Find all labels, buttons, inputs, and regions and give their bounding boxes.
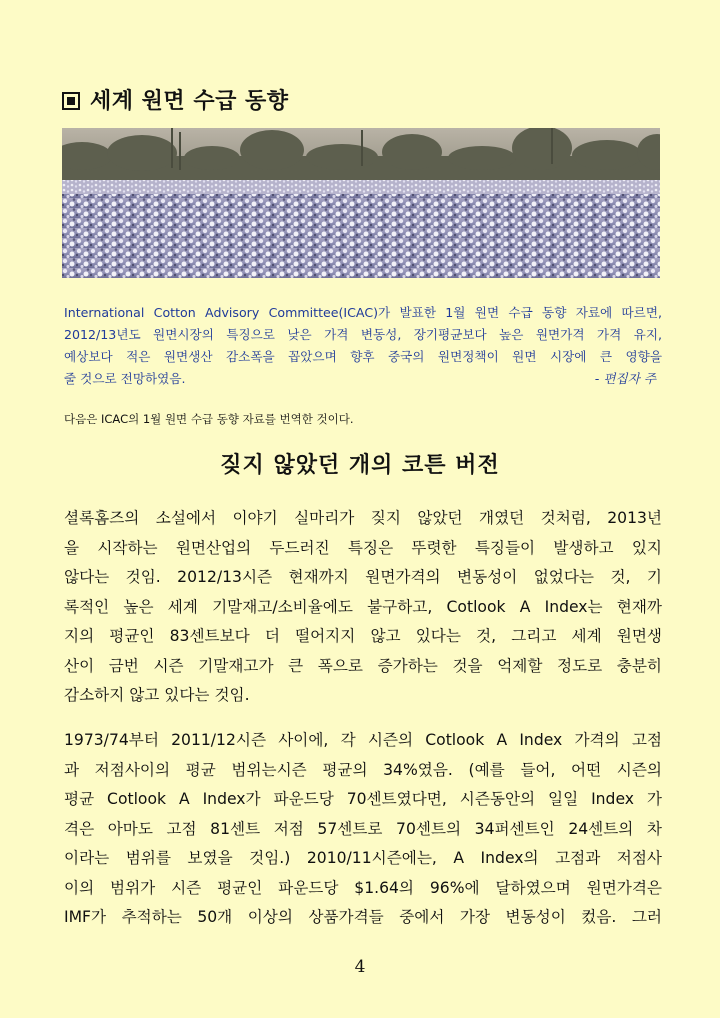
- article-title: 짖지 않았던 개의 코튼 버전: [220, 453, 500, 478]
- paragraph-line: 록적인 높은 세계 기말재고/소비율에도 불구하고, Cotlook A Index는 현재까: [64, 597, 662, 616]
- paragraph-line: 지의 평균인 83센트보다 더 떨어지지 않고 있다는 것, 그리고 세계 원면생: [64, 627, 662, 645]
- paragraph-line: 을 시작하는 원면산업의 두드러진 특징은 뚜렷한 특징들이 발생하고 있지: [64, 538, 662, 557]
- section-title-text: 세계 원면 수급 동향: [90, 89, 289, 114]
- paragraph-line: 격은 아마도 고점 81센트 저점 57센트로 70센트의 34퍼센트인 24센트의 차: [64, 819, 662, 838]
- paragraph-line: 셜록홈즈의 소설에서 이야기 실마리가 짖지 않았던 개였던 것처럼, 2013년: [64, 509, 662, 527]
- editor-intro: [64, 302, 662, 390]
- intro-line: International Cotton Advisory Committee(ICAC)가 발표한 1월 원면 수급 동향 자료에 따르면,: [64, 305, 662, 320]
- square-bullet-icon: [62, 92, 80, 110]
- paragraph-line: 과 저점사이의 평균 범위는시즌 평균의 34%였음. (예를 들어, 어떤 시즌의: [64, 760, 662, 779]
- paragraph-line: IMF가 추적하는 50개 이상의 상품가격들 중에서 가장 변동성이 컸음. 그러: [64, 908, 662, 926]
- translation-note: 다음은 ICAC의 1월 원면 수급 동향 자료를 번역한 것이다.: [64, 412, 354, 426]
- body-paragraph-2: [64, 726, 662, 933]
- body-paragraph-1: [64, 504, 662, 711]
- paragraph-line: 1973/74부터 2011/12시즌 사이에, 각 시즌의 Cotlook A Index 가격의 고점: [64, 731, 662, 749]
- paragraph-line: 감소하지 않고 있다는 것임.: [64, 686, 250, 704]
- cotton-field-photo: [62, 128, 660, 278]
- intro-line: 줄 것으로 전망하였음.: [64, 371, 186, 386]
- page-number: 4: [354, 957, 366, 977]
- paragraph-line: 이라는 범위를 보였을 것임.) 2010/11시즌에는, A Index의 고점과 저점사: [64, 849, 662, 867]
- paragraph-line: 평균 Cotlook A Index가 파운드당 70센트였다면, 시즌동안의 일일 Index 가: [64, 790, 662, 808]
- editor-note: - 편집자 주: [594, 371, 656, 386]
- intro-line: 예상보다 적은 원면생산 감소폭을 꼽았으며 향후 중국의 원면정책이 원면 시장에 큰 영향을: [64, 349, 662, 364]
- intro-line: 2012/13년도 원면시장의 특징으로 낮은 가격 변동성, 장기평균보다 높은 원면가격 가격 유지,: [64, 327, 662, 342]
- section-title: [62, 84, 289, 115]
- intro-last-line: [64, 368, 662, 390]
- paragraph-line: 않다는 것임. 2012/13시즌 현재까지 원면가격의 변동성이 없었다는 것, 기: [64, 568, 662, 586]
- paragraph-line: 이의 범위가 시즌 평균인 파운드당 $1.64의 96%에 달하였으며 원면가격은: [64, 878, 662, 897]
- paragraph-line: 산이 금번 시즌 기말재고가 큰 폭으로 증가하는 것을 억제할 정도로 충분히: [64, 656, 662, 675]
